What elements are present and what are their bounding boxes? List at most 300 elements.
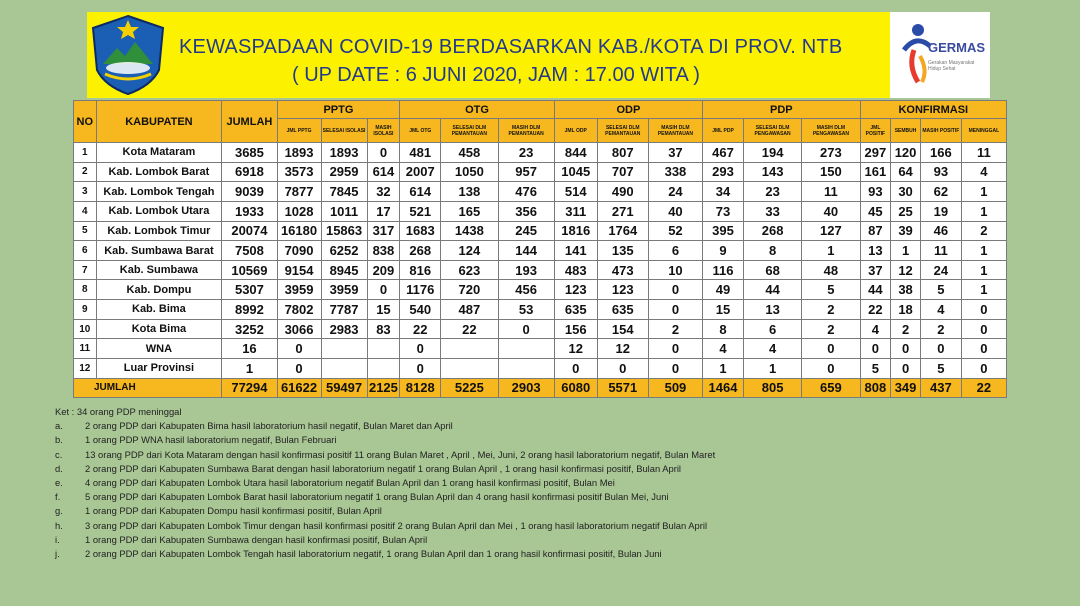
subcol-pdp-selesai: SELESAI DLM PENGAWASAN: [743, 119, 801, 143]
row-value: 45: [860, 201, 891, 221]
row-value: 1816: [554, 221, 597, 241]
row-value: 268: [400, 241, 441, 261]
row-value: 490: [597, 182, 648, 202]
row-kabupaten: Kab. Dompu: [96, 280, 222, 300]
row-value: 15: [703, 300, 744, 320]
row-value: 467: [703, 143, 744, 163]
note-item: [55, 448, 955, 462]
row-value: 1893: [277, 143, 321, 163]
table-row: [74, 241, 1007, 261]
row-value: 166: [920, 143, 961, 163]
table-row: [74, 300, 1007, 320]
row-value: 0: [400, 339, 441, 359]
row-jumlah: 9039: [222, 182, 277, 202]
row-value: 7845: [321, 182, 367, 202]
row-value: 141: [554, 241, 597, 261]
total-value: 2125: [367, 378, 400, 397]
subcol-selesai-isolasi: SELESAI ISOLASI: [321, 119, 367, 143]
row-jumlah: 6918: [222, 162, 277, 182]
row-value: 7802: [277, 300, 321, 320]
row-value: 481: [400, 143, 441, 163]
row-value: 48: [802, 260, 860, 280]
row-value: 521: [400, 201, 441, 221]
row-value: 0: [961, 339, 1006, 359]
row-value: 44: [743, 280, 801, 300]
row-value: 514: [554, 182, 597, 202]
subcol-odp-masih: MASIH DLM PEMANTAUAN: [648, 119, 702, 143]
row-value: 0: [498, 319, 554, 339]
row-value: 487: [441, 300, 498, 320]
row-kabupaten: Kab. Lombok Barat: [96, 162, 222, 182]
update-timestamp: ( UP DATE : 6 JUNI 2020, JAM : 17.00 WITA ): [292, 64, 700, 86]
row-value: 1: [961, 182, 1006, 202]
table-row: [74, 359, 1007, 379]
subcol-otg-selesai: SELESAI DLM PEMANTAUAN: [441, 119, 498, 143]
note-text: 1 orang PDP dari Kabupaten Dompu hasil konfirmasi positif, Bulan April: [85, 505, 382, 517]
row-value: 0: [367, 143, 400, 163]
table-row: [74, 260, 1007, 280]
row-value: 0: [961, 359, 1006, 379]
note-text: 5 orang PDP dari Kabupaten Lombok Barat hasil laboratorium negatif 1 orang Bulan April dan 4 orang hasil konfirmasi positif Bulan Mei, Juni: [85, 491, 669, 503]
note-item: [55, 490, 955, 504]
row-value: [498, 359, 554, 379]
row-value: 245: [498, 221, 554, 241]
row-value: 12: [597, 339, 648, 359]
row-value: 62: [920, 182, 961, 202]
row-value: 23: [743, 182, 801, 202]
row-value: 93: [860, 182, 891, 202]
row-no: 6: [74, 241, 97, 261]
row-kabupaten: Kab. Sumbawa Barat: [96, 241, 222, 261]
row-value: [441, 339, 498, 359]
row-no: 9: [74, 300, 97, 320]
total-value: 805: [743, 378, 801, 397]
total-value: 5571: [597, 378, 648, 397]
row-value: 19: [920, 201, 961, 221]
row-kabupaten: Luar Provinsi: [96, 359, 222, 379]
row-value: 127: [802, 221, 860, 241]
row-value: 25: [891, 201, 921, 221]
row-value: 11: [961, 143, 1006, 163]
col-pptg: PPTG: [277, 101, 400, 119]
row-value: 0: [648, 280, 702, 300]
row-kabupaten: Kab. Bima: [96, 300, 222, 320]
table-row: [74, 319, 1007, 339]
total-value: 1464: [703, 378, 744, 397]
total-label: JUMLAH: [74, 378, 222, 397]
row-value: 138: [441, 182, 498, 202]
row-value: 40: [802, 201, 860, 221]
row-no: 10: [74, 319, 97, 339]
row-value: 4: [743, 339, 801, 359]
row-value: 816: [400, 260, 441, 280]
page-title: KEWASPADAAN COVID-19 BERDASARKAN KAB./KOTA DI PROV. NTB: [179, 36, 843, 58]
row-value: 2: [802, 319, 860, 339]
row-no: 8: [74, 280, 97, 300]
row-value: 623: [441, 260, 498, 280]
row-value: 34: [703, 182, 744, 202]
row-value: 1: [961, 260, 1006, 280]
row-value: 22: [441, 319, 498, 339]
row-value: 0: [802, 359, 860, 379]
note-item: [55, 476, 955, 490]
total-value: 509: [648, 378, 702, 397]
row-kabupaten: Kab. Lombok Tengah: [96, 182, 222, 202]
row-value: 39: [891, 221, 921, 241]
row-value: 73: [703, 201, 744, 221]
col-konfirmasi: KONFIRMASI: [860, 101, 1006, 119]
row-value: 1045: [554, 162, 597, 182]
row-value: 2: [920, 319, 961, 339]
row-value: 11: [802, 182, 860, 202]
col-pdp: PDP: [703, 101, 861, 119]
row-value: 11: [920, 241, 961, 261]
table-row: [74, 182, 1007, 202]
row-value: 24: [648, 182, 702, 202]
row-value: 473: [597, 260, 648, 280]
note-item: [55, 504, 955, 518]
row-value: 16180: [277, 221, 321, 241]
col-odp: ODP: [554, 101, 702, 119]
row-value: 0: [648, 300, 702, 320]
row-value: 83: [367, 319, 400, 339]
row-value: 1176: [400, 280, 441, 300]
subcol-meninggal: MENINGGAL: [961, 119, 1006, 143]
row-value: 338: [648, 162, 702, 182]
total-value: 349: [891, 378, 921, 397]
row-value: 0: [961, 300, 1006, 320]
note-letter: i.: [55, 533, 60, 545]
note-text: 13 orang PDP dari Kota Mataram dengan hasil konfirmasi positif 11 orang Bulan Maret , April , Mei, Juni, 2 orang hasil laboratorium negatif, Bulan Maret: [85, 448, 716, 460]
row-value: 2007: [400, 162, 441, 182]
covid-status-table: [73, 100, 1007, 398]
col-no: NO: [74, 101, 97, 143]
col-jumlah: JUMLAH: [222, 101, 277, 143]
row-value: 317: [367, 221, 400, 241]
row-no: 5: [74, 221, 97, 241]
row-value: 0: [400, 359, 441, 379]
row-value: 144: [498, 241, 554, 261]
row-value: 120: [891, 143, 921, 163]
row-value: 193: [498, 260, 554, 280]
total-value: 659: [802, 378, 860, 397]
note-letter: e.: [55, 477, 63, 489]
row-value: 3959: [277, 280, 321, 300]
row-value: 2: [802, 300, 860, 320]
note-text: 2 orang PDP dari Kabupaten Sumbawa Barat dengan hasil laboratorium negatif 1 orang Bulan April , 1 orang hasil konfirmasi positif, Bulan April: [85, 462, 682, 474]
row-value: 311: [554, 201, 597, 221]
row-value: 52: [648, 221, 702, 241]
total-jumlah: 77294: [222, 378, 277, 397]
row-value: 2: [961, 221, 1006, 241]
total-row: [74, 378, 1007, 397]
row-value: 93: [920, 162, 961, 182]
row-value: 13: [743, 300, 801, 320]
row-value: 49: [703, 280, 744, 300]
row-value: 116: [703, 260, 744, 280]
row-value: 1: [961, 241, 1006, 261]
row-no: 2: [74, 162, 97, 182]
note-letter: a.: [55, 420, 63, 432]
note-letter: f.: [55, 491, 61, 503]
row-jumlah: 1933: [222, 201, 277, 221]
row-value: 22: [400, 319, 441, 339]
subcol-jml-pptg: JML PPTG: [277, 119, 321, 143]
row-value: 297: [860, 143, 891, 163]
subcol-otg-masih: MASIH DLM PEMANTAUAN: [498, 119, 554, 143]
row-value: 3066: [277, 319, 321, 339]
row-value: 0: [920, 339, 961, 359]
note-letter: g.: [55, 505, 63, 517]
row-value: [441, 359, 498, 379]
subcol-pdp-masih: MASIH DLM PENGAWASAN: [802, 119, 860, 143]
row-value: [321, 339, 367, 359]
row-value: 53: [498, 300, 554, 320]
row-value: 6252: [321, 241, 367, 261]
row-kabupaten: Kab. Lombok Utara: [96, 201, 222, 221]
row-value: 635: [554, 300, 597, 320]
row-no: 3: [74, 182, 97, 202]
total-value: 808: [860, 378, 891, 397]
row-no: 12: [74, 359, 97, 379]
row-value: 46: [920, 221, 961, 241]
row-jumlah: 20074: [222, 221, 277, 241]
row-value: 0: [891, 339, 921, 359]
row-kabupaten: Kab. Lombok Timur: [96, 221, 222, 241]
subcol-jml-otg: JML OTG: [400, 119, 441, 143]
row-no: 11: [74, 339, 97, 359]
row-value: 9154: [277, 260, 321, 280]
row-value: 0: [891, 359, 921, 379]
row-value: 807: [597, 143, 648, 163]
subcol-masih-isolasi: MASIH ISOLASI: [367, 119, 400, 143]
col-kabupaten: KABUPATEN: [96, 101, 222, 143]
subcol-sembuh: SEMBUH: [891, 119, 921, 143]
row-value: 6: [648, 241, 702, 261]
row-jumlah: 3252: [222, 319, 277, 339]
row-no: 4: [74, 201, 97, 221]
table-header-row: [74, 101, 1007, 119]
row-value: 68: [743, 260, 801, 280]
row-value: 957: [498, 162, 554, 182]
row-value: 273: [802, 143, 860, 163]
row-value: 1050: [441, 162, 498, 182]
row-value: 154: [597, 319, 648, 339]
row-value: 707: [597, 162, 648, 182]
row-value: 165: [441, 201, 498, 221]
row-value: [321, 359, 367, 379]
note-letter: d.: [55, 462, 63, 474]
row-value: 5: [802, 280, 860, 300]
row-value: 2: [891, 319, 921, 339]
row-value: 123: [554, 280, 597, 300]
row-value: 33: [743, 201, 801, 221]
germas-logo: [890, 12, 990, 98]
row-value: 456: [498, 280, 554, 300]
row-value: 395: [703, 221, 744, 241]
row-value: 1011: [321, 201, 367, 221]
row-value: 8: [703, 319, 744, 339]
note-text: 2 orang PDP dari Kabupaten Bima hasil laboratorium hasil negatif, Bulan Maret dan April: [85, 420, 453, 432]
total-value: 59497: [321, 378, 367, 397]
row-kabupaten: WNA: [96, 339, 222, 359]
total-value: 5225: [441, 378, 498, 397]
col-otg: OTG: [400, 101, 554, 119]
note-letter: c.: [55, 448, 63, 460]
row-value: 38: [891, 280, 921, 300]
row-value: 8945: [321, 260, 367, 280]
row-value: 6: [743, 319, 801, 339]
row-value: 10: [648, 260, 702, 280]
row-value: 293: [703, 162, 744, 182]
row-value: 0: [802, 339, 860, 359]
row-value: 0: [367, 280, 400, 300]
subcol-masih-positif: MASIH POSITIF: [920, 119, 961, 143]
row-value: 4: [703, 339, 744, 359]
table-row: [74, 339, 1007, 359]
row-value: 1: [743, 359, 801, 379]
notes-heading: Ket : 34 orang PDP meninggal: [55, 406, 182, 417]
row-value: 614: [367, 162, 400, 182]
row-value: 5: [920, 359, 961, 379]
table-row: [74, 143, 1007, 163]
note-letter: h.: [55, 519, 63, 531]
row-value: 5: [860, 359, 891, 379]
row-kabupaten: Kota Bima: [96, 319, 222, 339]
row-value: 844: [554, 143, 597, 163]
total-value: 61622: [277, 378, 321, 397]
note-item: [55, 547, 955, 561]
row-value: [367, 339, 400, 359]
row-value: 150: [802, 162, 860, 182]
row-value: 8: [743, 241, 801, 261]
table-row: [74, 221, 1007, 241]
header-banner: [87, 12, 990, 98]
row-value: 3959: [321, 280, 367, 300]
note-item: [55, 462, 955, 476]
row-value: 0: [277, 339, 321, 359]
row-value: 12: [891, 260, 921, 280]
row-value: 1: [703, 359, 744, 379]
row-value: 0: [961, 319, 1006, 339]
row-value: 635: [597, 300, 648, 320]
row-value: 143: [743, 162, 801, 182]
row-value: 15863: [321, 221, 367, 241]
row-value: 12: [554, 339, 597, 359]
row-value: 1764: [597, 221, 648, 241]
row-value: 123: [597, 280, 648, 300]
total-value: 437: [920, 378, 961, 397]
row-value: 1028: [277, 201, 321, 221]
notes-section: [55, 405, 955, 561]
row-value: 720: [441, 280, 498, 300]
row-jumlah: 16: [222, 339, 277, 359]
row-value: 458: [441, 143, 498, 163]
row-value: 268: [743, 221, 801, 241]
row-value: 7877: [277, 182, 321, 202]
total-value: 2903: [498, 378, 554, 397]
table-row: [74, 162, 1007, 182]
row-value: 0: [597, 359, 648, 379]
row-value: 3573: [277, 162, 321, 182]
row-value: 0: [860, 339, 891, 359]
row-value: 1: [961, 280, 1006, 300]
total-value: 6080: [554, 378, 597, 397]
row-no: 1: [74, 143, 97, 163]
note-text: 1 orang PDP dari Kabupaten Sumbawa dengan hasil konfirmasi positif, Bulan April: [85, 533, 428, 545]
note-text: 3 orang PDP dari Kabupaten Lombok Timur dengan hasil konfirmasi positif 2 orang Bulan April dan Mei , 1 orang hasil laboratorium negatif Bulan April: [85, 519, 708, 531]
row-value: 22: [860, 300, 891, 320]
subcol-odp-selesai: SELESAI DLM PEMANTAUAN: [597, 119, 648, 143]
subcol-jml-pdp: JML PDP: [703, 119, 744, 143]
row-value: 2959: [321, 162, 367, 182]
row-value: 156: [554, 319, 597, 339]
row-jumlah: 1: [222, 359, 277, 379]
table-row: [74, 280, 1007, 300]
total-value: 8128: [400, 378, 441, 397]
note-text: 4 orang PDP dari Kabupaten Lombok Utara hasil laboratorium negatif Bulan April dan 1 orang hasil konfirmasi positif, Bulan Mei: [85, 477, 615, 489]
total-value: 22: [961, 378, 1006, 397]
row-value: 40: [648, 201, 702, 221]
row-value: 614: [400, 182, 441, 202]
note-item: [55, 419, 955, 433]
row-value: 37: [860, 260, 891, 280]
row-value: 87: [860, 221, 891, 241]
row-value: 15: [367, 300, 400, 320]
row-value: 838: [367, 241, 400, 261]
row-value: 23: [498, 143, 554, 163]
row-value: 9: [703, 241, 744, 261]
row-value: 30: [891, 182, 921, 202]
row-value: 17: [367, 201, 400, 221]
row-value: 2983: [321, 319, 367, 339]
row-value: 7090: [277, 241, 321, 261]
row-no: 7: [74, 260, 97, 280]
row-value: 2: [648, 319, 702, 339]
germas-wordmark: GERMAS: [928, 40, 986, 55]
row-jumlah: 5307: [222, 280, 277, 300]
row-jumlah: 7508: [222, 241, 277, 261]
row-jumlah: 10569: [222, 260, 277, 280]
row-value: 18: [891, 300, 921, 320]
row-value: 540: [400, 300, 441, 320]
row-value: 356: [498, 201, 554, 221]
subcol-jml-positif: JML POSITIF: [860, 119, 891, 143]
row-value: 161: [860, 162, 891, 182]
row-value: [498, 339, 554, 359]
note-text: 2 orang PDP dari Kabupaten Lombok Tengah hasil laboratorium negatif, 1 orang Bulan April dan 1 orang hasil konfirmasi positif, Bulan Juni: [85, 548, 662, 560]
row-value: 1: [802, 241, 860, 261]
row-value: 135: [597, 241, 648, 261]
row-jumlah: 3685: [222, 143, 277, 163]
note-letter: j.: [55, 548, 60, 560]
note-letter: b.: [55, 434, 63, 446]
ntb-emblem-logo: [89, 12, 167, 96]
row-kabupaten: Kab. Sumbawa: [96, 260, 222, 280]
row-kabupaten: Kota Mataram: [96, 143, 222, 163]
note-item: [55, 519, 955, 533]
row-value: 1: [961, 201, 1006, 221]
row-value: 32: [367, 182, 400, 202]
row-jumlah: 8992: [222, 300, 277, 320]
note-item: [55, 433, 955, 447]
row-value: 483: [554, 260, 597, 280]
row-value: 4: [860, 319, 891, 339]
row-value: 0: [277, 359, 321, 379]
row-value: 37: [648, 143, 702, 163]
row-value: 7787: [321, 300, 367, 320]
row-value: 0: [554, 359, 597, 379]
